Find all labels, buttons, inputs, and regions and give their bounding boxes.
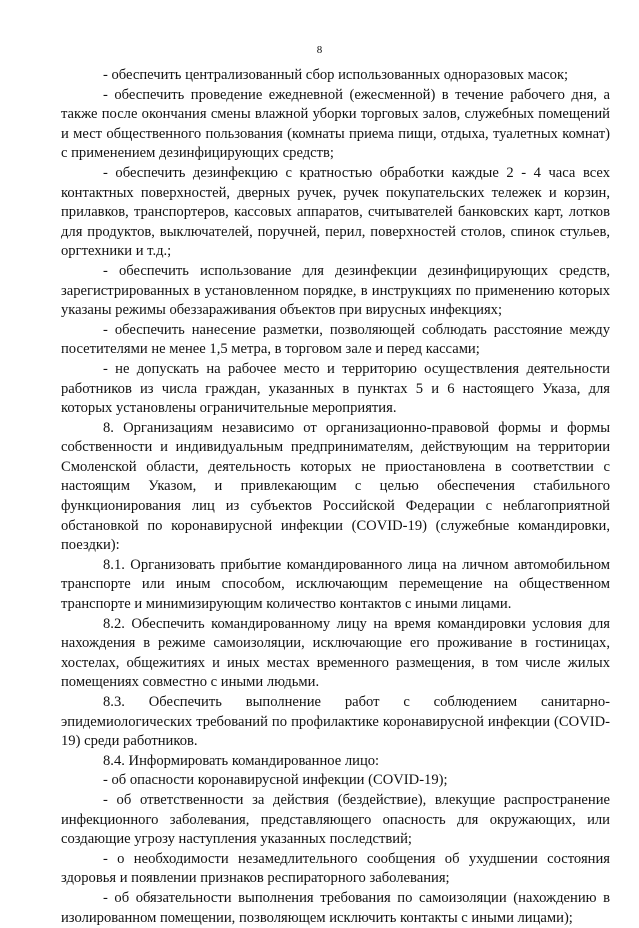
paragraph-distance-marking: - обеспечить нанесение разметки, позволяющей соблюдать расстояние между посетителями не менее 1,5 метра, в торговом зале и перед кассами; [61,321,610,358]
paragraph-item-8-3: 8.3. Обеспечить выполнение работ с соблюдением санитарно-эпидемиологических требований по профилактике коронавирусной инфекции (COVID-19) среди работников. [61,694,610,750]
paragraph-collect-masks: - обеспечить централизованный сбор использованных одноразовых масок; [103,67,569,83]
paragraph-item-8: 8. Организациям независимо от организационно-правовой формы и формы собственности и индивидуальным предпринимателям, действующим на территории Смоленской области, деятельность которых не приостановлена в соответствии с настоящим Указом, и привлекающим с целью обеспечения стабильного функционирования лиц из субъектов Российской Федерации с неблагоприятной обстановкой по коронавирусной инфекции (COVID-19) (служебные командировки, поездки): [61,419,610,554]
page-number: 8 [316,44,323,56]
paragraph-self-isolation: - об обязательности выполнения требования по самоизоляции (нахождению в изолированном помещении, позволяющем исключить контакты с иными лицами); [61,889,610,926]
document-body [61,66,610,928]
paragraph-restricted-workers: - не допускать на рабочее место и территорию осуществления деятельности работников из числа граждан, указанных в пунктах 5 и 6 настоящего Указа, для которых установлены ограничительные мероприятия. [61,360,610,417]
paragraph-disinfectants: - обеспечить использование для дезинфекции дезинфицирующих средств, зарегистрированных в установленном порядке, в инструкциях по применению которых указаны режимы обеззараживания объектов при вирусных инфекциях; [61,262,610,319]
paragraph-item-8-2: 8.2. Обеспечить командированному лицу на время командировки условия для нахождения в режиме самоизоляции, исключающие его проживание в гостиницах, хостелах, общежитиях и иных местах временного размещения, в том числе жилых помещениях совместно с иными людьми. [61,615,610,691]
paragraph-report-symptoms: - о необходимости незамедлительного сообщения об ухудшении состояния здоровья и появлении признаков респираторного заболевания; [61,850,610,887]
paragraph-covid-danger: - об опасности коронавирусной инфекции (COVID-19); [103,772,448,789]
paragraph-item-8-4: 8.4. Информировать командированное лицо: [103,752,380,769]
paragraph-responsibility: - об ответственности за действия (бездействие), влекущие распространение инфекционного заболевания, представляющего опасность для окружающих, или создающие угрозу наступления указанных последствий; [61,791,610,848]
paragraph-item-8-1: 8.1. Организовать прибытие командированного лица на личном автомобильном транспорте или иным способом, исключающим перемещение на общественном транспорте и минимизирующим количество контактов с иными лицами. [61,556,610,613]
paragraph-disinfection-surfaces: - обеспечить дезинфекцию с кратностью обработки каждые 2 - 4 часа всех контактных поверхностей, дверных ручек, ручек покупательских тележек и корзин, прилавков, транспортеров, кассовых аппаратов, считывателей банковских карт, лотков для продуктов, выключателей, поручней, перил, поверхностей столов, спинок стульев, оргтехники и т.д.; [61,164,610,260]
paragraph-wet-cleaning: - обеспечить проведение ежедневной (ежесменной) в течение рабочего дня, а также после окончания смены влажной уборки торговых залов, служебных помещений и мест общественного пользования (комнаты приема пищи, отдыха, туалетных комнат) с применением дезинфицирующих средств; [61,86,610,162]
